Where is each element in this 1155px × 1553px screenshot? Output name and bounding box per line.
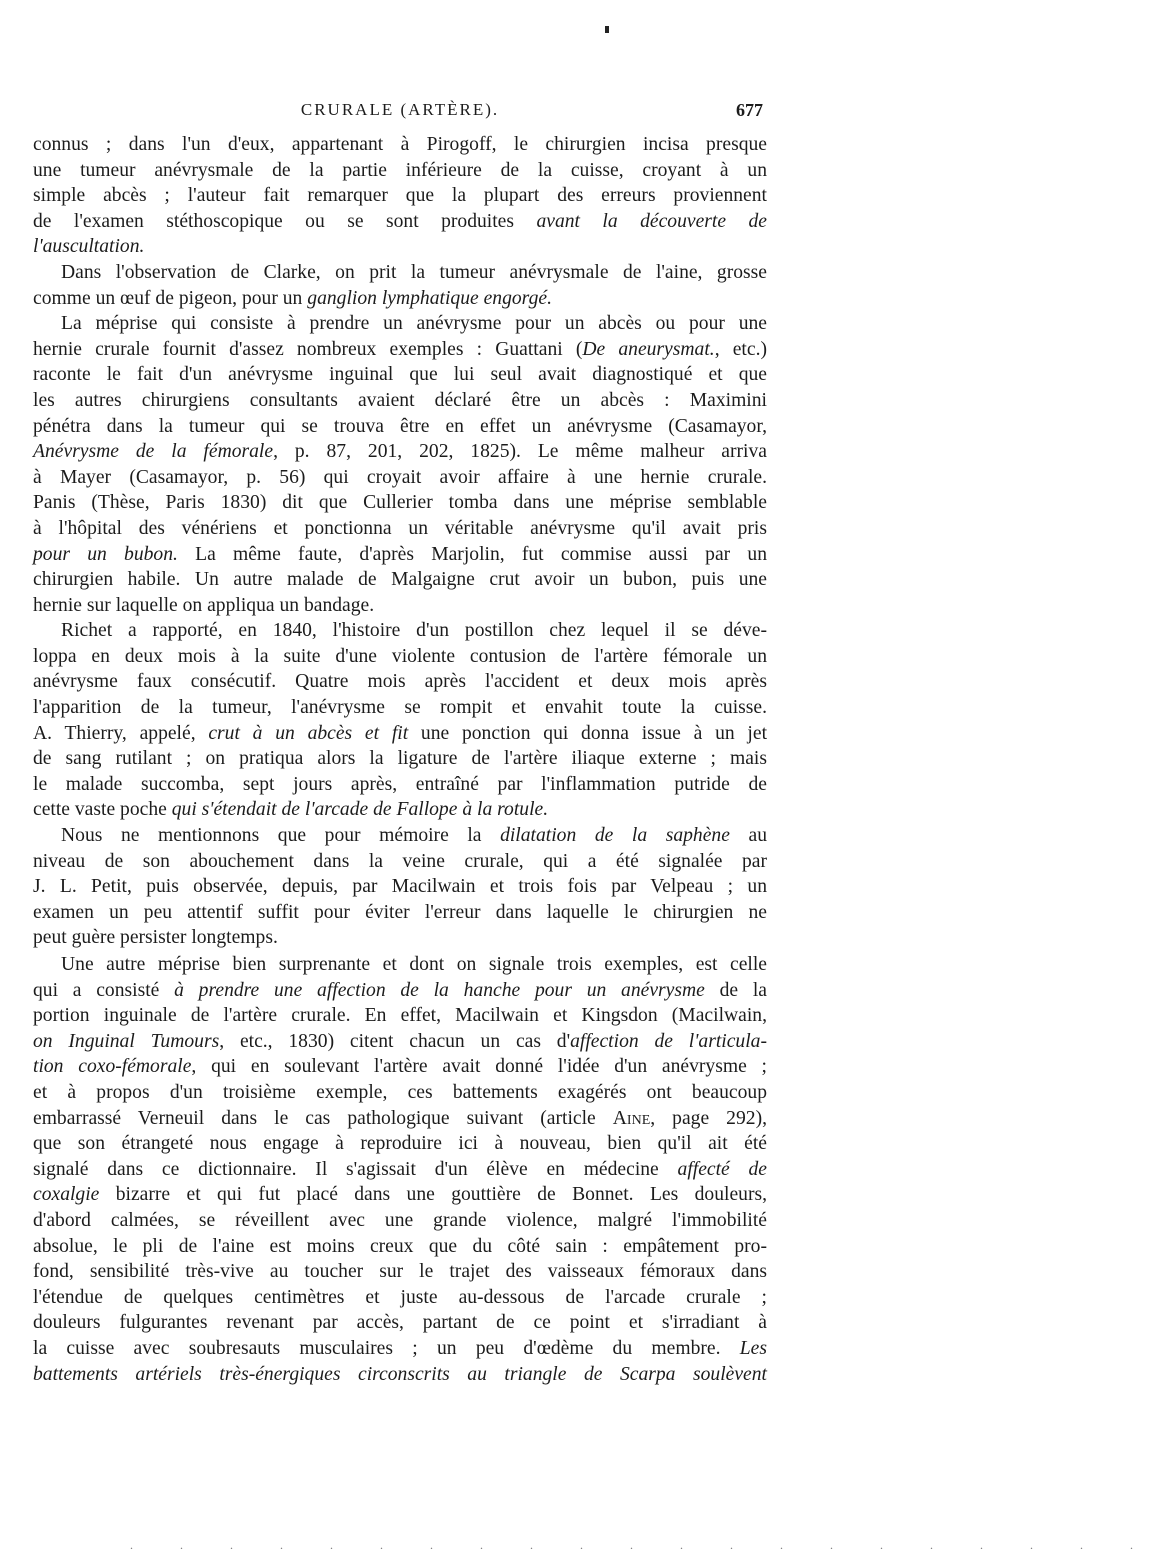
text-line [33,849,767,875]
italic-text: on Inguinal Tumours [33,1030,220,1052]
text-run: pénétra dans la tumeur qui se trouva être en effet un anévrysme (Casamayor, [33,415,767,437]
text-run: peut guère persister longtemps. [33,927,278,949]
text-run: A. Thierry, appelé, [33,722,209,744]
text-run: embarrassé Verneuil dans le cas pathologique suivant (article [33,1107,613,1129]
text-line [33,618,767,644]
text-run: hernie crurale fournit d'assez nombreux exemples : Guattani ( [33,338,583,360]
italic-text: affecté de [677,1158,767,1180]
text-line [33,234,767,260]
text-run: les autres chirurgiens consultants avaient déclaré être un abcès : Maximini [33,389,767,411]
text-run: Dans l'observation de Clarke, on prit la tumeur anévrysmale de l'aine, grosse [61,261,767,283]
text-line [33,1336,767,1362]
text-line [33,874,767,900]
italic-text: tion coxo-fémorale [33,1056,192,1078]
text-line [33,414,767,440]
text-run: , page 292), [650,1107,767,1129]
text-run: examen un peu attentif suffit pour éviter l'erreur dans laquelle le chirurgien ne [33,901,767,923]
text-run: signalé dans ce dictionnaire. Il s'agissait d'un élève en médecine [33,1158,678,1180]
text-line [33,746,767,772]
text-run: de sang rutilant ; on pratiqua alors la ligature de l'artère iliaque externe ; mais [33,748,767,770]
italic-text: battements artériels très-énergiques circonscrits au triangle de Scarpa soulèvent [33,1363,767,1385]
text-run: et à propos d'un troisième exemple, ces battements exagérés ont beaucoup [33,1081,767,1103]
text-line [33,1208,767,1234]
italic-text: Les [739,1337,767,1359]
body-text [33,132,767,1387]
text-line [33,644,767,670]
text-line [33,1182,767,1208]
text-line [33,132,767,158]
text-run: la cuisse avec soubresauts musculaires ; un peu d'œdème du membre. [33,1337,740,1359]
text-run: , p. 87, 201, 202, 1825). Le même malheur arriva [273,441,767,463]
text-run: La même faute, d'après Marjolin, fut commise aussi par un [177,543,767,565]
text-line [33,465,767,491]
italic-text: dilatation de la saphène [500,825,730,847]
text-line [33,567,767,593]
text-run: à l'hôpital des vénériens et ponctionna un véritable anévrysme qu'il avait pris [33,517,767,539]
text-run: simple abcès ; l'auteur fait remarquer que la plupart des erreurs proviennent [33,185,767,207]
text-run: absolue, le pli de l'aine est moins creux que du côté sain : empâtement pro- [33,1235,767,1257]
text-run: le malade succomba, sept jours après, entraîné par l'inflammation putride de [33,773,767,795]
text-line [33,900,767,926]
text-line [33,721,767,747]
text-run: de l'examen stéthoscopique ou se sont produites [33,210,537,232]
text-line [33,1131,767,1157]
text-line [33,158,767,184]
italic-text: ganglion lymphatique engorgé. [307,287,552,309]
text-run: douleurs fulgurantes revenant par accès, partant de ce point et s'irradiant à [33,1312,767,1334]
text-run: une tumeur anévrysmale de la partie inférieure de la cuisse, croyant à un [33,159,767,181]
text-run: Une autre méprise bien surprenante et dont on signale trois exemples, est celle [61,954,767,975]
text-line [33,286,767,312]
text-run: , etc.) [714,338,767,360]
text-line [33,183,767,209]
text-run: loppa en deux mois à la suite d'une violente contusion de l'artère fémorale un [33,645,767,667]
text-run: La méprise qui consiste à prendre un anévrysme pour un abcès ou pour une [61,313,767,335]
text-run: chirurgien habile. Un autre malade de Malgaigne crut avoir un bubon, puis une [33,569,767,591]
text-line [33,439,767,465]
text-run: J. L. Petit, puis observée, depuis, par Macilwain et trois fois par Velpeau ; un [33,876,767,898]
text-run: Panis (Thèse, Paris 1830) dit que Cullerier tomba dans une méprise semblable [33,492,767,514]
text-line [33,593,767,619]
italic-text: l'auscultation. [33,236,145,258]
text-line [33,797,767,823]
text-line [33,1362,767,1388]
text-run: anévrysme faux consécutif. Quatre mois après l'accident et deux mois après [33,671,767,693]
italic-text: affection de l'articula- [570,1030,767,1052]
text-line [33,1259,767,1285]
text-line [33,311,767,337]
text-run: hernie sur laquelle on appliqua un bandage. [33,594,375,616]
italic-text: qui s'étendait de l'arcade de Fallope à la rotule. [171,799,549,821]
text-run: l'étendue de quelques centimètres et juste au-dessous de l'arcade crurale ; [33,1286,767,1308]
text-run: Nous ne mentionnons que pour mémoire la [61,825,501,847]
text-line [33,516,767,542]
italic-text: Anévrysme de la fémorale [33,441,274,463]
text-line [33,1285,767,1311]
small-caps-text: Aine [612,1107,651,1129]
text-line [33,669,767,695]
text-run: portion inguinale de l'artère crurale. En effet, Macilwain et Kingsdon (Macilwain, [33,1005,767,1027]
ink-mark [605,26,609,33]
text-line [33,952,767,978]
text-run: qui a consisté [33,979,175,1001]
text-run: de la [704,979,767,1001]
text-run: fond, sensibilité très-vive au toucher sur le trajet des vaisseaux fémoraux dans [33,1261,767,1283]
text-run: que son étrangeté nous engage à reproduire ici à nouveau, bien qu'il ait été [33,1133,767,1155]
text-run: comme un œuf de pigeon, pour un [33,287,308,309]
text-run: Richet a rapporté, en 1840, l'histoire d'un postillon chez lequel il se déve- [61,620,767,642]
text-line [33,542,767,568]
italic-text: pour un bubon. [33,543,178,565]
footer-dots: . . . . . . . . . . . . . . . . . . . . . [130,1538,1155,1552]
italic-text: De aneurysmat. [582,338,715,360]
text-line [33,362,767,388]
text-run: connus ; dans l'un d'eux, appartenant à Pirogoff, le chirurgien incisa presque [33,134,767,155]
text-run: bizarre et qui fut placé dans une gouttière de Bonnet. Les douleurs, [99,1184,767,1206]
text-run: au [729,825,767,847]
text-line [33,1003,767,1029]
text-line [33,1029,767,1055]
text-line [33,978,767,1004]
page-number: 677 [736,100,763,120]
text-line [33,695,767,721]
text-run: l'apparition de la tumeur, l'anévrysme se rompit et envahit toute la cuisse. [33,697,767,719]
text-line [33,1080,767,1106]
text-line [33,1106,767,1132]
text-run: raconte le fait d'un anévrysme inguinal que lui seul avait diagnostiqué et que [33,364,767,386]
text-line [33,925,767,951]
text-line [33,388,767,414]
page-header [33,100,767,126]
text-line [33,1310,767,1336]
italic-text: avant la découverte de [536,210,767,232]
text-run: , etc., 1830) citent chacun un cas d' [219,1030,571,1052]
text-run: une ponction qui donna issue à un jet [408,722,768,744]
text-line [33,1234,767,1260]
text-line [33,209,767,235]
text-line [33,823,767,849]
text-line [33,337,767,363]
italic-text: crut à un abcès et fit [208,722,409,744]
text-run: niveau de son abouchement dans la veine crurale, qui a été signalée par [33,850,767,872]
italic-text: coxalgie [33,1184,100,1206]
text-line [33,1157,767,1183]
text-line [33,490,767,516]
text-line [33,1054,767,1080]
text-line [33,260,767,286]
running-title: CRURALE (ARTÈRE). [300,100,500,119]
text-run: cette vaste poche [33,799,172,821]
text-run: à Mayer (Casamayor, p. 56) qui croyait avoir affaire à une hernie crurale. [33,466,767,488]
text-run: d'abord calmées, se réveillent avec une grande violence, malgré l'immobilité [33,1209,767,1231]
text-line [33,772,767,798]
text-run: , qui en soulevant l'artère avait donné l'idée d'un anévrysme ; [191,1056,767,1078]
italic-text: à prendre une affection de la hanche pour un anévrysme [174,979,705,1001]
